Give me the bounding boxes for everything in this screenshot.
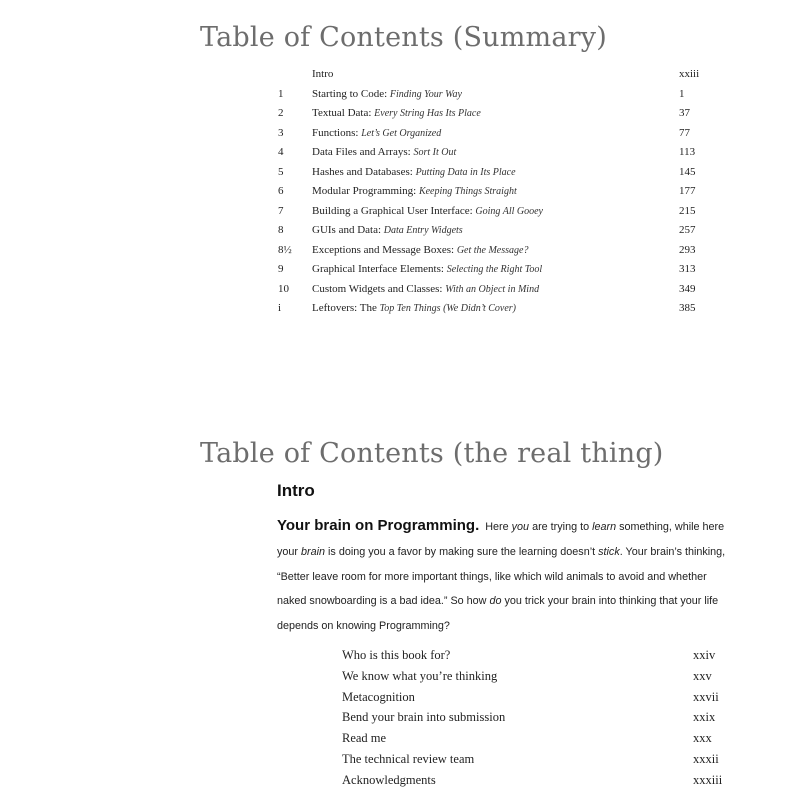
page-number: 177 — [679, 185, 696, 197]
toc-row — [0, 241, 800, 259]
chapter-subtitle: With an Object in Mind — [445, 283, 540, 295]
toc-row — [0, 182, 800, 200]
toc-row — [0, 124, 800, 142]
page-number: 293 — [679, 243, 696, 256]
page-number: 113 — [679, 146, 696, 158]
chapter-number: 3 — [278, 126, 284, 139]
chapter-number: 2 — [278, 107, 284, 119]
chapter-main-title: Exceptions and Message Boxes: — [312, 243, 457, 256]
section-title: Who is this book for? — [342, 648, 451, 662]
page-number: 77 — [679, 126, 690, 139]
chapter-subtitle: Keeping Things Straight — [418, 186, 517, 197]
section-row — [0, 749, 800, 770]
section-title: Read me — [342, 731, 387, 746]
section-title: Acknowledgments — [342, 772, 436, 787]
detailed-toc-title: Table of Contents (the real thing) — [200, 438, 664, 469]
chapter-title — [312, 280, 539, 299]
toc-row — [0, 163, 800, 181]
chapter-main-title: Starting to Code: — [312, 87, 390, 100]
page-number: xxiv — [693, 648, 716, 662]
toc-row — [0, 260, 800, 278]
chapter-number: 4 — [278, 146, 284, 158]
page-number: 145 — [679, 165, 696, 178]
body-text: Here — [485, 521, 512, 533]
toc-row — [0, 202, 800, 220]
chapter-main-title: Data Files and Arrays: — [312, 146, 414, 158]
section-row — [0, 728, 800, 749]
chapter-main-title: Custom Widgets and Classes: — [312, 282, 446, 295]
chapter-subtitle: Sort It Out — [413, 147, 457, 158]
chapter-main-title: Leftovers: The — [312, 302, 380, 314]
page-number: xxvii — [693, 689, 719, 704]
page-number: 215 — [679, 204, 696, 217]
section-title: The technical review team — [342, 752, 475, 766]
body-text: something, while here your — [277, 521, 725, 558]
chapter-main-title: Graphical Interface Elements: — [312, 263, 447, 275]
chapter-title — [312, 299, 516, 318]
section-row — [0, 645, 800, 666]
chapter-main-title: Functions: — [312, 126, 362, 139]
chapter-title — [312, 182, 517, 201]
section-row — [0, 687, 800, 708]
chapter-main-title: Modular Programming: — [312, 185, 419, 197]
page-number: xxix — [693, 710, 716, 725]
chapter-number: i — [278, 302, 282, 314]
chapter-main-title: Hashes and Databases: — [312, 165, 416, 178]
emphasis-text: brain — [301, 545, 326, 558]
chapter-main-title: Building a Graphical User Interface: — [312, 204, 476, 217]
section-row — [0, 666, 800, 687]
section-row — [0, 770, 800, 791]
chapter-number: 10 — [278, 282, 289, 295]
page-number: xxv — [693, 668, 712, 683]
chapter-main-title: Intro — [312, 68, 334, 80]
chapter-number: 7 — [278, 204, 284, 217]
intro-body — [277, 521, 725, 632]
chapter-subtitle: Every String Has Its Place — [374, 108, 481, 119]
chapter-number: 8 — [278, 224, 284, 236]
chapter-title — [312, 260, 542, 279]
toc-row — [0, 65, 800, 83]
chapter-title — [312, 241, 528, 260]
section-row — [0, 707, 800, 728]
summary-toc-title: Table of Contents (Summary) — [200, 22, 607, 53]
body-text: you trick your brain into thinking that your life depends on knowing Programming? — [277, 595, 719, 633]
intro-lead: Your brain on Programming. — [277, 517, 480, 534]
toc-row — [0, 143, 800, 161]
section-title: Metacognition — [342, 689, 415, 704]
chapter-title — [312, 85, 462, 104]
chapter-subtitle: Get the Message? — [456, 244, 529, 256]
section-title: We know what you’re thinking — [342, 668, 498, 683]
chapter-title — [312, 143, 456, 162]
page-number: xxxii — [693, 752, 719, 766]
chapter-subtitle: Selecting the Right Tool — [446, 264, 543, 275]
emphasis-text: you — [511, 521, 530, 533]
chapter-subtitle: Top Ten Things (We Didn’t Cover) — [379, 303, 517, 314]
emphasis-text: learn — [592, 521, 617, 533]
emphasis-text: do — [489, 595, 502, 608]
chapter-title — [312, 124, 441, 143]
page-number: 37 — [679, 107, 690, 119]
intro-chapter-heading: Intro — [277, 481, 315, 500]
chapter-title — [312, 65, 333, 84]
chapter-title — [312, 202, 543, 221]
toc-row — [0, 280, 800, 298]
body-text: is doing you a favor by making sure the learning doesn’t — [325, 545, 599, 558]
chapter-title — [312, 221, 463, 240]
emphasis-text: stick — [598, 545, 620, 558]
page-number: xxxiii — [693, 772, 723, 787]
chapter-number: 6 — [278, 185, 284, 197]
chapter-main-title: Textual Data: — [312, 107, 375, 119]
body-text: are trying to — [529, 521, 593, 533]
page-number: xxx — [693, 731, 712, 746]
toc-row — [0, 85, 800, 103]
intro-description — [277, 514, 727, 639]
toc-row — [0, 221, 800, 239]
chapter-number: 8½ — [278, 243, 292, 256]
toc-row — [0, 104, 800, 122]
toc-row — [0, 299, 800, 317]
page-number: 313 — [679, 263, 696, 275]
page-number: 385 — [679, 302, 696, 314]
page-number: 349 — [679, 282, 696, 295]
chapter-main-title: GUIs and Data: — [312, 224, 384, 236]
page-number: xxiii — [679, 68, 700, 80]
body-text: . Your brain’s thinking, “Better leave room for more important things, like which wild animals to avoid and whether naked snowboarding is a bad idea.” So how — [277, 545, 726, 608]
page-number: 1 — [679, 87, 685, 100]
chapter-number: 1 — [278, 87, 284, 100]
chapter-subtitle: Let’s Get Organized — [361, 127, 442, 139]
chapter-subtitle: Finding Your Way — [389, 88, 462, 100]
chapter-number: 9 — [278, 263, 284, 275]
chapter-subtitle: Putting Data in Its Place — [415, 166, 516, 178]
chapter-title — [312, 163, 516, 182]
chapter-subtitle: Data Entry Widgets — [383, 225, 463, 236]
chapter-title — [312, 104, 481, 123]
chapter-number: 5 — [278, 165, 284, 178]
section-title: Bend your brain into submission — [342, 710, 506, 725]
chapter-subtitle: Going All Gooey — [475, 205, 543, 217]
page-number: 257 — [679, 224, 696, 236]
